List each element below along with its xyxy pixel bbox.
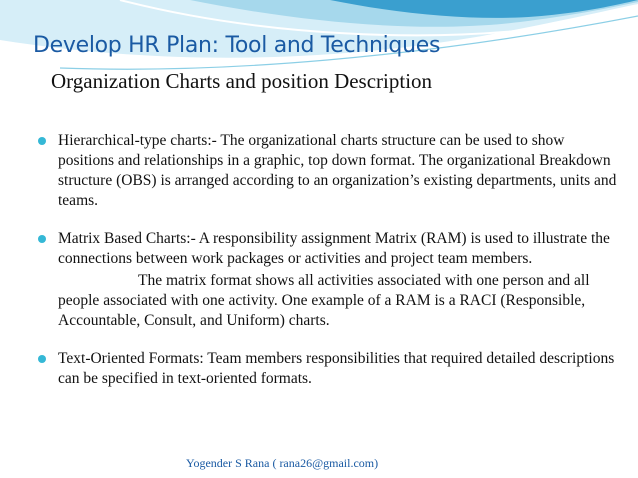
slide-title: Develop HR Plan: Tool and Techniques	[33, 33, 441, 58]
bullet-item	[38, 229, 623, 331]
bullet-list	[38, 131, 623, 389]
bullet-item	[38, 131, 623, 211]
bullet-item	[38, 349, 623, 389]
bullet-text: Matrix Based Charts:- A responsibility assignment Matrix (RAM) is used to illustrate the connections between work packages or activities and project team members.	[58, 230, 610, 267]
slide-subtitle: Organization Charts and position Description	[51, 69, 433, 93]
bullet-dot-icon	[38, 137, 46, 145]
bullet-text: Hierarchical-type charts:- The organizational charts structure can be used to show positions and relationships in a graphic, top down format. The organizational Breakdown structure (OBS) is arranged according to an organization’s existing departments, units and teams.	[58, 132, 617, 209]
bullet-text: Text-Oriented Formats: Team members responsibilities that required detailed descriptions can be specified in text-oriented formats.	[58, 350, 615, 387]
bullet-dot-icon	[38, 355, 46, 363]
footer-author: Yogender S Rana ( rana26@gmail.com)	[186, 456, 379, 470]
bullet-dot-icon	[38, 235, 46, 243]
bullet-continuation-text: The matrix format shows all activities associated with one person and all people associated with one activity. One example of a RAM is a RACI (Responsible, Accountable, Consult, and Uniform) charts.	[58, 272, 590, 329]
